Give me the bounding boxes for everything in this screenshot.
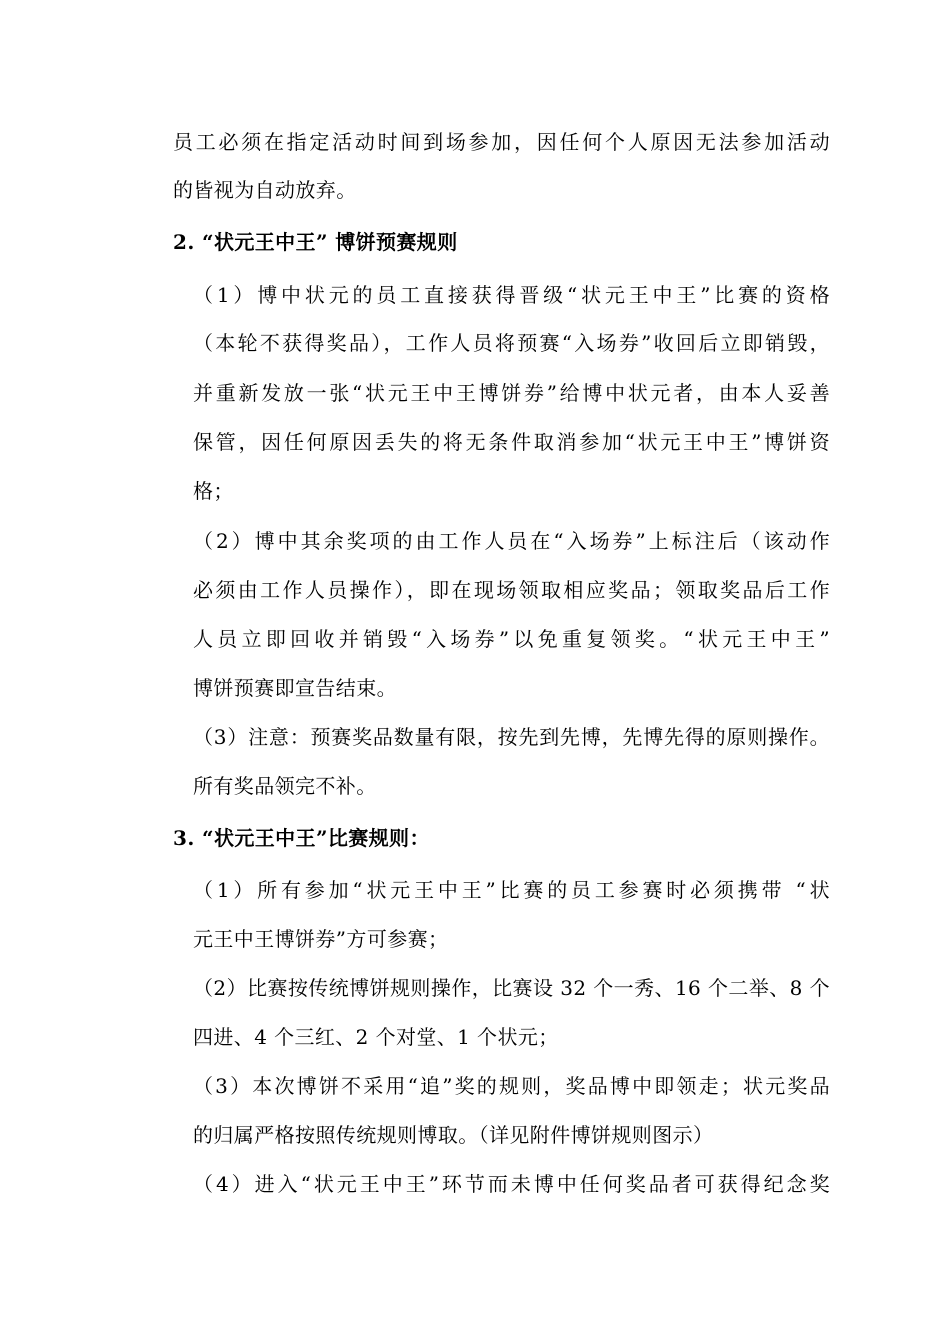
section-3-item-2-line-1: （2）比赛按传统博饼规则操作，比赛设 32 个一秀、16 个二举、8 个 (193, 976, 830, 1000)
section-2-heading: 2. “状元王中王” 博饼预赛规则 (173, 230, 458, 254)
section-2-item-3-line-2: 所有奖品领完不补。 (193, 774, 377, 798)
intro-line-1: 员工必须在指定活动时间到场参加，因任何个人原因无法参加活动 (173, 130, 830, 154)
section-2-item-2-line-2: 必须由工作人员操作），即在现场领取相应奖品；领取奖品后工作 (193, 578, 830, 602)
section-3-item-1-line-1: （1）所有参加“状元王中王”比赛的员工参赛时必须携带 “状 (193, 878, 830, 902)
section-3-item-3-line-1: （3）本次博饼不采用“追”奖的规则，奖品博中即领走；状元奖品 (193, 1074, 830, 1098)
section-3-item-2-line-2: 四进、4 个三红、2 个对堂、1 个状元； (193, 1025, 559, 1049)
section-2-item-1-line-2: （本轮不获得奖品），工作人员将预赛“入场券”收回后立即销毁， (193, 331, 830, 355)
section-2-item-2-line-1: （2）博中其余奖项的由工作人员在“入场券”上标注后（该动作 (193, 529, 830, 553)
section-2-item-1-line-4: 保管，因任何原因丢失的将无条件取消参加“状元王中王”博饼资 (193, 430, 830, 454)
section-3-item-3-line-2: 的归属严格按照传统规则博取。（详见附件博饼规则图示） (193, 1123, 714, 1147)
section-2-item-2-line-3: 人员立即回收并销毁“入场券”以免重复领奖。“状元王中王” (193, 627, 830, 651)
section-3-item-1-line-2: 元王中王博饼券”方可参赛； (193, 927, 449, 951)
section-2-item-2-line-4: 博饼预赛即宣告结束。 (193, 676, 397, 700)
section-2-item-3-line-1: （3）注意：预赛奖品数量有限，按先到先博，先博先得的原则操作。 (193, 725, 830, 749)
section-3-heading: 3. “状元王中王”比赛规则： (173, 826, 430, 850)
section-2-item-1-line-3: 并重新发放一张“状元王中王博饼券”给博中状元者，由本人妥善 (193, 381, 830, 405)
section-2-item-1-line-1: （1）博中状元的员工直接获得晋级“状元王中王”比赛的资格 (193, 283, 830, 307)
section-3-item-4-line-1: （4）进入“状元王中王”环节而未博中任何奖品者可获得纪念奖 (193, 1172, 830, 1196)
section-2-item-1-line-5: 格； (193, 479, 234, 503)
intro-line-2: 的皆视为自动放弃。 (173, 178, 357, 202)
